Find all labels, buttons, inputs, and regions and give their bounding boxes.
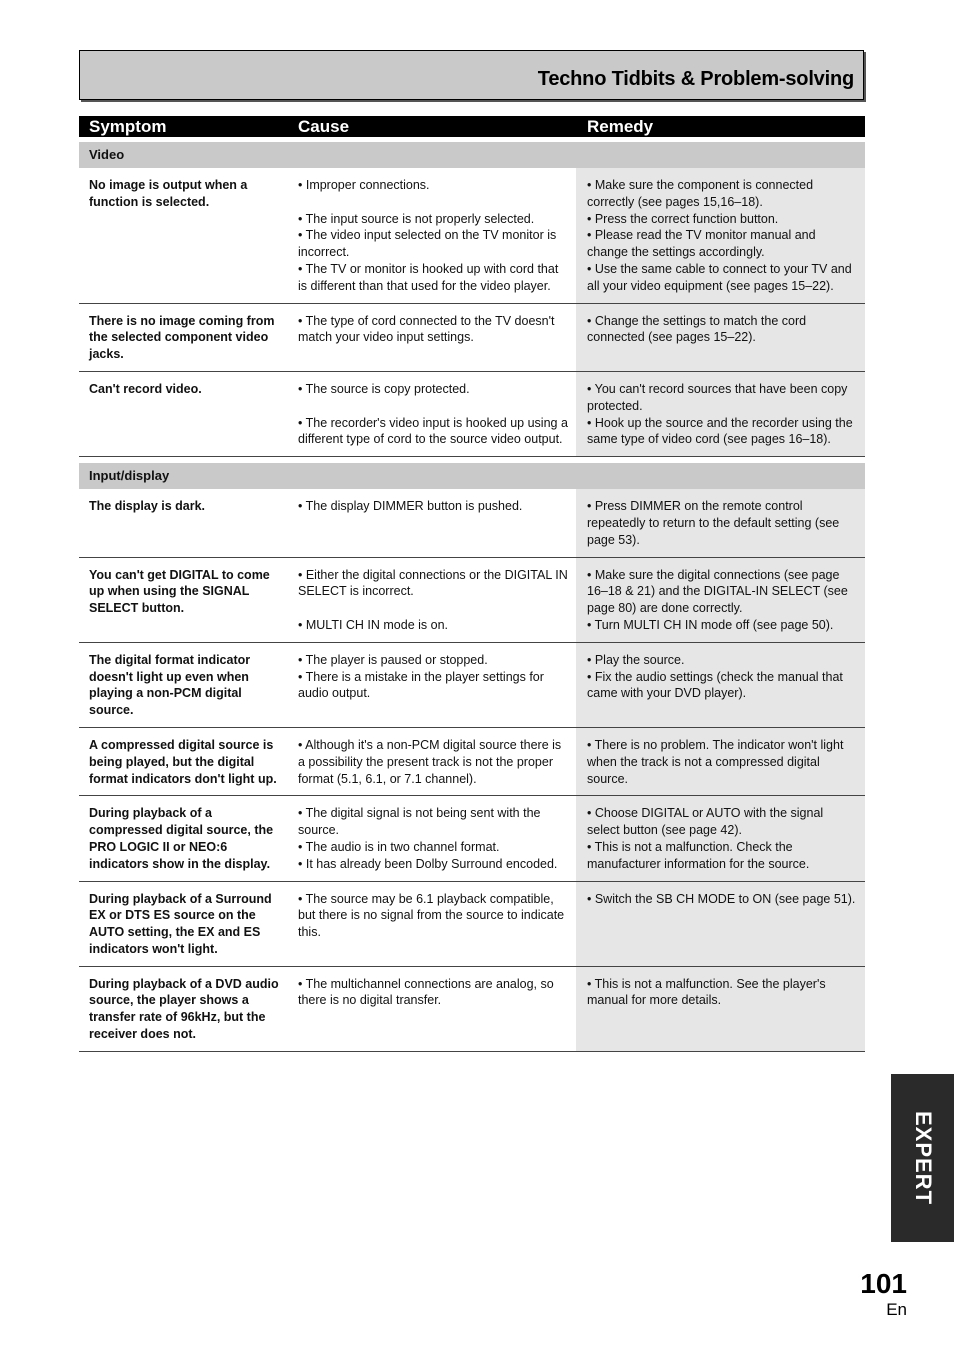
column-remedy-header: Remedy bbox=[587, 117, 654, 136]
cause-item: • MULTI CH IN mode is on. bbox=[298, 617, 449, 632]
remedy-item: • Please read the TV monitor manual and change the settings accordingly. bbox=[587, 228, 816, 260]
column-cause-header: Cause bbox=[298, 117, 350, 136]
symptom-cell: During playback of a Surround EX or DTS ES source on the AUTO setting, the EX and ES indicators won't light. bbox=[89, 891, 272, 956]
header-banner bbox=[79, 50, 864, 100]
section-header: Input/display bbox=[79, 463, 865, 489]
cause-cell bbox=[288, 489, 576, 556]
cause-item: • It has already been Dolby Surround encoded. bbox=[298, 856, 558, 871]
section-tab bbox=[891, 1074, 954, 1242]
page-language: En bbox=[886, 1300, 907, 1319]
cause-item: • The TV or monitor is hooked up with cord that is different than that used for the video player. bbox=[298, 261, 559, 293]
table-row bbox=[79, 489, 865, 557]
table-row bbox=[79, 372, 865, 457]
cause-item: • The source may be 6.1 playback compatible, but there is no signal from the source to indicate this. bbox=[298, 891, 565, 940]
remedy-item: • Change the settings to match the cord connected (see pages 15–22). bbox=[587, 313, 807, 345]
table-row bbox=[79, 882, 865, 967]
symptom-cell: No image is output when a function is selected. bbox=[89, 178, 248, 209]
remedy-cell bbox=[576, 168, 865, 303]
remedy-item: • This is not a malfunction. See the player's manual for more details. bbox=[587, 976, 826, 1008]
table-row bbox=[79, 643, 865, 728]
cause-item: • The input source is not properly selected. bbox=[298, 211, 535, 226]
remedy-cell bbox=[576, 728, 865, 795]
cause-item: • The display DIMMER button is pushed. bbox=[298, 499, 523, 514]
cause-item: • The source is copy protected. bbox=[298, 381, 470, 396]
cause-cell bbox=[288, 728, 576, 795]
table-row bbox=[79, 558, 865, 643]
table-row bbox=[79, 967, 865, 1052]
page-title: Techno Tidbits & Problem-solving bbox=[537, 68, 854, 90]
section-tab-label: EXPERT bbox=[910, 1110, 936, 1206]
symptom-cell: The digital format indicator doesn't light up even when playing a non-PCM digital source. bbox=[89, 652, 251, 718]
remedy-item: • Play the source. bbox=[587, 652, 685, 667]
remedy-item: • Turn MULTI CH IN mode off (see page 50). bbox=[587, 617, 834, 632]
remedy-cell bbox=[576, 796, 865, 880]
remedy-cell bbox=[576, 967, 865, 1051]
cause-item: • The player is paused or stopped. bbox=[298, 652, 488, 667]
column-header-bar bbox=[79, 116, 865, 137]
symptom-cell: You can't get DIGITAL to come up when using the SIGNAL SELECT button. bbox=[89, 567, 270, 616]
symptom-cell: There is no image coming from the selected component video jacks. bbox=[89, 313, 275, 362]
remedy-item: • Use the same cable to connect to your TV and all your video equipment (see pages 15–22). bbox=[587, 261, 852, 293]
symptom-cell: During playback of a compressed digital source, the PRO LOGIC II or NEO:6 indicators show in the display. bbox=[89, 806, 274, 871]
symptom-cell: Can't record video. bbox=[89, 381, 202, 396]
remedy-item: • Switch the SB CH MODE to ON (see page 51). bbox=[587, 891, 856, 906]
cause-item: • Either the digital connections or the DIGITAL IN SELECT is incorrect. bbox=[298, 567, 568, 599]
remedy-item: • Make sure the component is connected correctly (see pages 15,16–18). bbox=[587, 178, 814, 209]
column-symptom-header: Symptom bbox=[89, 117, 167, 136]
cause-item: • The recorder's video input is hooked up using a different type of cord to the source video output. bbox=[298, 415, 568, 447]
troubleshooting-table bbox=[79, 142, 865, 1052]
table-row bbox=[79, 796, 865, 881]
remedy-cell bbox=[576, 558, 865, 642]
remedy-item: • There is no problem. The indicator won't light when the track is not a compressed digital source. bbox=[587, 737, 844, 786]
remedy-item: • You can't record sources that have been copy protected. bbox=[587, 381, 848, 413]
cause-item: • There is a mistake in the player settings for audio output. bbox=[298, 669, 544, 701]
remedy-item: • Choose DIGITAL or AUTO with the signal select button (see page 42). bbox=[587, 806, 824, 838]
page-number: 101 bbox=[860, 1268, 907, 1299]
symptom-cell: During playback of a DVD audio source, the player shows a transfer rate of 96kHz, but the receiver does not. bbox=[89, 976, 279, 1042]
table-row bbox=[79, 304, 865, 372]
remedy-cell bbox=[576, 643, 865, 727]
symptom-cell: A compressed digital source is being played, but the digital format indicators don't light up. bbox=[89, 737, 277, 786]
remedy-item: • Hook up the source and the recorder using the same type of video cord (see pages 16–18). bbox=[587, 415, 853, 447]
remedy-item: • Make sure the digital connections (see page 16–18 & 21) and the DIGITAL-IN SELECT (see page 80) are done correctly. bbox=[587, 567, 848, 616]
cause-cell bbox=[288, 558, 576, 642]
cause-cell bbox=[288, 372, 576, 456]
cause-cell bbox=[288, 796, 576, 880]
remedy-item: • Fix the audio settings (check the manual that came with your DVD player). bbox=[587, 669, 843, 701]
cause-item: • The video input selected on the TV monitor is incorrect. bbox=[298, 228, 557, 260]
table-row bbox=[79, 728, 865, 796]
cause-item: • The digital signal is not being sent with the source. bbox=[298, 806, 541, 838]
cause-cell bbox=[288, 967, 576, 1051]
remedy-cell bbox=[576, 372, 865, 456]
remedy-item: • This is not a malfunction. Check the manufacturer information for the source. bbox=[587, 839, 810, 871]
symptom-cell: The display is dark. bbox=[89, 499, 206, 514]
remedy-item: • Press the correct function button. bbox=[587, 211, 779, 226]
cause-cell bbox=[288, 168, 576, 303]
cause-cell bbox=[288, 643, 576, 727]
remedy-cell bbox=[576, 304, 865, 371]
cause-item: • The multichannel connections are analog, so there is no digital transfer. bbox=[298, 976, 554, 1008]
cause-item: • The audio is in two channel format. bbox=[298, 839, 500, 854]
table-row bbox=[79, 168, 865, 304]
remedy-cell bbox=[576, 489, 865, 556]
cause-cell bbox=[288, 882, 576, 966]
remedy-item: • Press DIMMER on the remote control repeatedly to return to the default setting (see page 53). bbox=[587, 499, 840, 547]
cause-cell bbox=[288, 304, 576, 371]
cause-item: • Improper connections. bbox=[298, 178, 430, 192]
remedy-cell bbox=[576, 882, 865, 966]
section-header: Video bbox=[79, 142, 865, 168]
cause-item: • Although it's a non-PCM digital source there is a possibility the present track is not the proper format (5.1, 6.1, or 7.1 channel). bbox=[298, 737, 562, 786]
cause-item: • The type of cord connected to the TV doesn't match your video input settings. bbox=[298, 313, 555, 345]
